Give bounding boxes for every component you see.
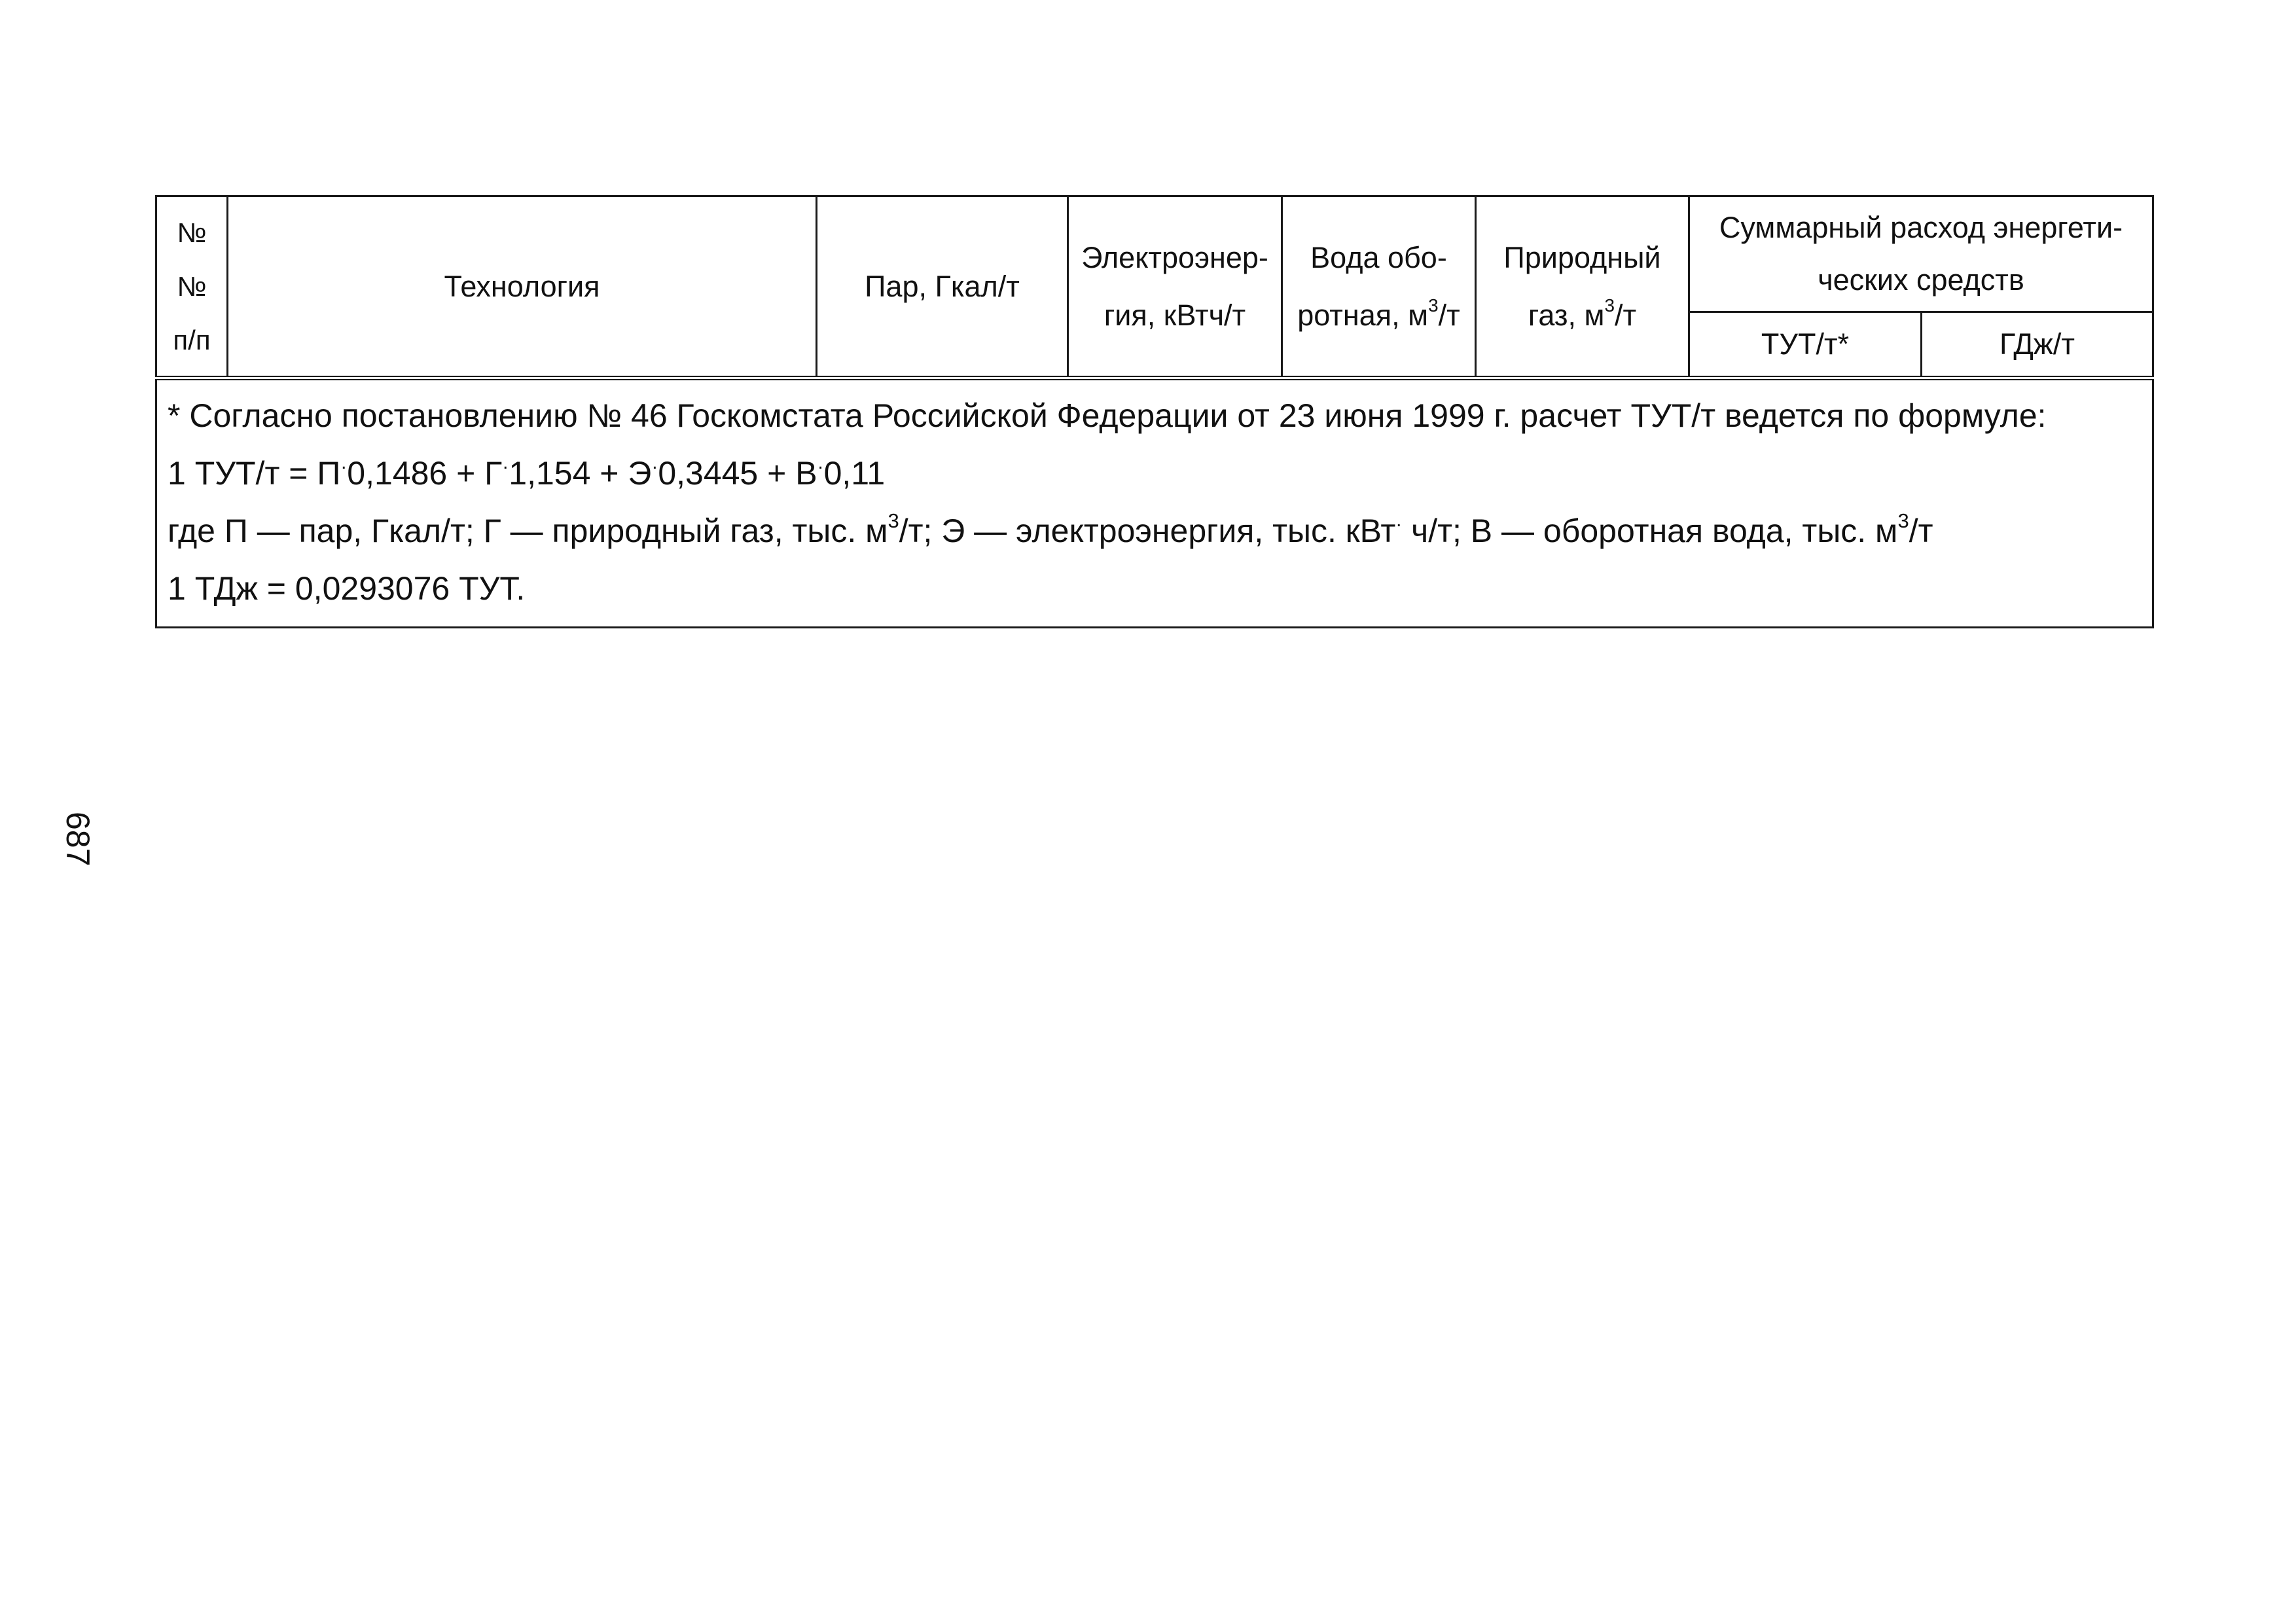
header-gas bbox=[1476, 196, 1689, 378]
header-electricity-line1: Электроэнер- bbox=[1081, 240, 1268, 274]
header-tut: ТУТ/т* bbox=[1689, 312, 1922, 378]
note-line-legend: где П — пар, Гкал/т; Г — природный газ, тыс. $м^3/т$; Э — электроэнергия, тыс. кВт· ч/т; В — оборотная вода, тыс. $м^3/т$ bbox=[168, 509, 1933, 549]
header-gj: ГДж/т bbox=[1922, 312, 2153, 378]
header-water-line2: ротная, $м^3/т$ bbox=[1297, 295, 1460, 332]
note-line-formula: 1 ТУТ/т = П·0,1486 + Г·1,154 + Э·0,3445 + В·0,11 bbox=[168, 455, 886, 492]
table-notes bbox=[156, 378, 2153, 628]
note-line-conversion: 1 ТДж = 0,0293076 ТУТ. bbox=[168, 570, 526, 607]
header-electricity bbox=[1068, 196, 1282, 378]
header-electricity-line2: гия, кВтч/т bbox=[1103, 298, 1246, 332]
header-no-line1: № bbox=[177, 217, 207, 248]
header-no-line2: № bbox=[177, 270, 207, 302]
header-gas-line2: газ, $м^3/т$ bbox=[1528, 295, 1637, 332]
header-steam: Пар, Гкал/т bbox=[817, 196, 1068, 378]
header-total-line2: ческих средств bbox=[1818, 263, 2024, 297]
header-gas-line1: Природный bbox=[1503, 240, 1661, 274]
header-technology: Технология bbox=[228, 196, 817, 378]
energy-table bbox=[155, 195, 2154, 628]
header-water bbox=[1282, 196, 1476, 378]
header-no-line3: п/п bbox=[173, 324, 211, 355]
header-total-line1: Суммарный расход энергети- bbox=[1719, 211, 2123, 244]
header-water-line1: Вода обо- bbox=[1310, 240, 1447, 274]
header-no bbox=[156, 196, 228, 378]
page-number: 687 bbox=[60, 812, 96, 867]
header-total bbox=[1689, 196, 2153, 312]
note-line-1: * Согласно постановлению № 46 Госкомстата Российской Федерации от 23 июня 1999 г. расчет ТУТ/т ведется по формуле: bbox=[168, 397, 2047, 434]
